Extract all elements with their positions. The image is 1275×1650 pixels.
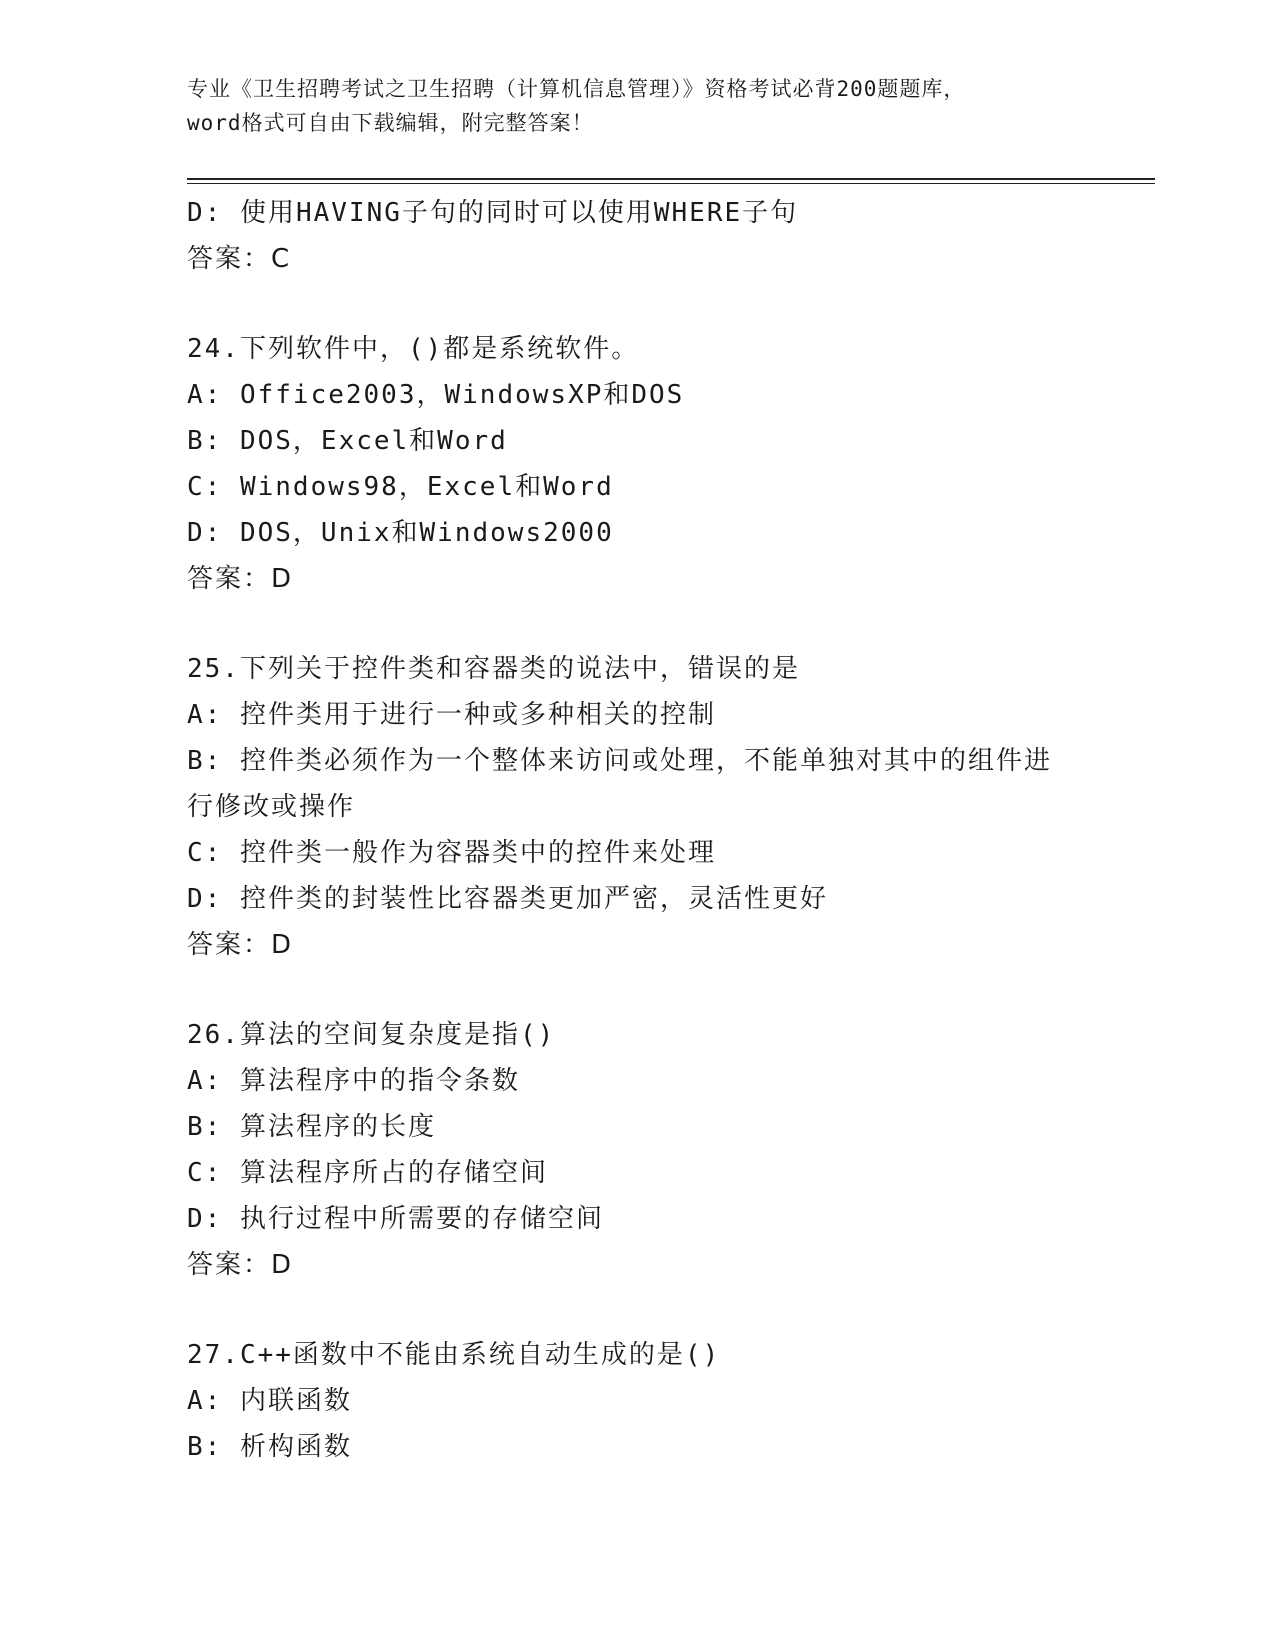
option-b-continued: 行修改或操作 <box>187 792 356 822</box>
answer-line: 答案：C <box>187 244 292 274</box>
option-b: B: 控件类必须作为一个整体来访问或处理，不能单独对其中的组件进 <box>187 746 1052 776</box>
option-a: A: Office2003，WindowsXP和DOS <box>187 380 685 410</box>
carryover-block <box>187 190 1087 282</box>
option-b: B: DOS，Excel和Word <box>187 426 508 456</box>
question-stem: 24.下列软件中，()都是系统软件。 <box>187 334 640 364</box>
document-header <box>187 72 1087 140</box>
question-25 <box>187 646 1087 968</box>
header-divider-thin <box>187 183 1155 184</box>
question-24 <box>187 326 1087 602</box>
option-d: D: 执行过程中所需要的存储空间 <box>187 1204 604 1234</box>
question-stem: 26.算法的空间复杂度是指() <box>187 1020 556 1050</box>
header-line-1: 专业《卫生招聘考试之卫生招聘（计算机信息管理）》资格考试必背200题题库， <box>187 77 966 101</box>
option-c: C: 控件类一般作为容器类中的控件来处理 <box>187 838 716 868</box>
answer-line: 答案：D <box>187 930 294 960</box>
option-b: B: 析构函数 <box>187 1432 352 1462</box>
question-stem: 27.C++函数中不能由系统自动生成的是() <box>187 1340 721 1370</box>
option-c: C: 算法程序所占的存储空间 <box>187 1158 548 1188</box>
answer-line: 答案：D <box>187 1250 294 1280</box>
option-c: C: Windows98，Excel和Word <box>187 472 614 502</box>
header-line-2: word格式可自由下载编辑，附完整答案！ <box>187 111 594 135</box>
question-26 <box>187 1012 1087 1288</box>
header-divider-thick <box>187 178 1155 180</box>
option-b: B: 算法程序的长度 <box>187 1112 436 1142</box>
answer-line: 答案：D <box>187 564 294 594</box>
option-d: D: DOS，Unix和Windows2000 <box>187 518 614 548</box>
option-a: A: 控件类用于进行一种或多种相关的控制 <box>187 700 716 730</box>
question-27 <box>187 1332 1087 1470</box>
option-a: A: 算法程序中的指令条数 <box>187 1066 520 1096</box>
question-list <box>187 190 1087 1470</box>
option-d: D: 使用HAVING子句的同时可以使用WHERE子句 <box>187 198 799 228</box>
question-stem: 25.下列关于控件类和容器类的说法中，错误的是 <box>187 654 800 684</box>
option-a: A: 内联函数 <box>187 1386 352 1416</box>
option-d: D: 控件类的封装性比容器类更加严密，灵活性更好 <box>187 884 828 914</box>
